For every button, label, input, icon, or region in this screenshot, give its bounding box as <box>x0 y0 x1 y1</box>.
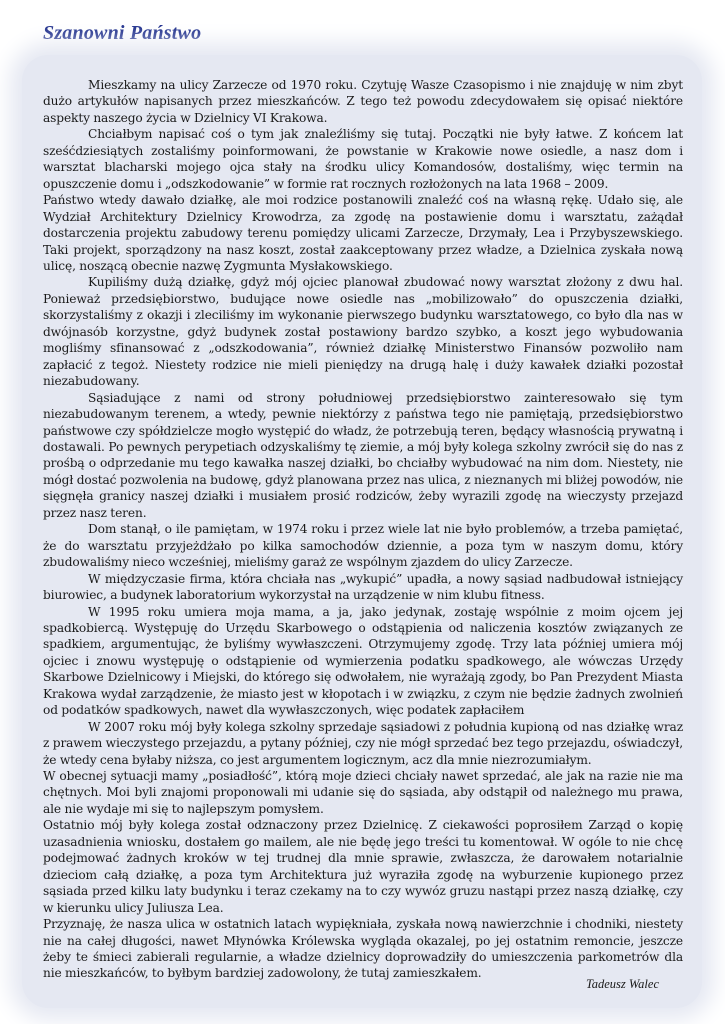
paragraph: W 2007 roku mój były kolega szkolny sprzedaje sąsiadowi z południa kupioną od nas działkę wraz z prawem wieczystego przejazdu, a pytany później, czy nie mógł sprzedać bez tego przejazdu, oświadczył, że wtedy cena byłaby niższa, co jest argumentem logicznym, acz dla mnie niezrozumiałym. <box>43 719 683 767</box>
paragraph: W międzyczasie firma, która chciała nas „wykupić” upadła, a nowy sąsiad nadbudował istniejący biurowiec, a budynek laboratorium wykorzystał na urządzenie w nim klubu fitness. <box>43 571 683 603</box>
paragraph: Państwo wtedy dawało działkę, ale moi rodzice postanowili znaleźć coś na własną rękę. Udało się, ale Wydział Architektury Dzielnicy Krowodrza, za zgodę na postawienie domu i warsztatu, zażądał dostarczenia projektu zabudowy terenu pomiędzy ulicami Zarzecze, Drzymały, Lea i Przybyszewskiego. Taki projekt, sporządzony na nasz koszt, został zaakceptowany przez władze, a Dzielnica zyskała nową ulicę, noszącą obecnie nazwę Zygmunta Mysłakowskiego. <box>43 193 683 273</box>
paragraph: W 1995 roku umiera moja mama, a ja, jako jedynak, zostaję wspólnie z moim ojcem jej spadkobiercą. Występuję do Urzędu Skarbowego o odstąpienia od naliczenia kosztów związanych ze spadkiem, argumentując, że byliśmy wywłaszczeni. Otrzymujemy zgodę. Trzy lata później umiera mój ojciec i znowu występuję o odstąpienie od wymierzenia podatku spadkowego, ale wówczas Urzędy Skarbowe Dzielnicowy i Miejski, do którego się odwołałem, nie wyrażają zgody, bo Pan Prezydent Miasta Krakowa wydał zarządzenie, że miasto jest w kłopotach i w związku, z czym nie będzie żadnych zwolnień od podatków spadkowych, nawet dla wywłaszczonych, więc podatek zapłaciłem <box>43 604 683 718</box>
paragraph: Ostatnio mój były kolega został odznaczony przez Dzielnicę. Z ciekawości poprosiłem Zarząd o kopię uzasadnienia wniosku, dostałem go mailem, ale nie będę jego treści tu komentował. W ogóle to nie chcę podejmować żadnych kroków w tej trudnej dla mnie sprawie, zwłaszcza, że darowałem notarialnie dzieciom całą działkę, a poza tym Architektura już wyraziła zgodę na wyburzenie kupionego przez sąsiada przed kilku laty budynku i teraz czekamy na to czy wywóz gruzu nastąpi przez naszą działkę, czy w kierunku ulicy Juliusza Lea. <box>43 818 683 915</box>
paragraph: Dom stanął, o ile pamiętam, w 1974 roku i przez wiele lat nie było problemów, a trzeba pamiętać, że do warsztatu przyjeżdżało po kilka samochodów dziennie, a poza tym w naszym domu, który zbudowaliśmy nieco wcześniej, mieliśmy garaż ze wspólnym zjazdem do ulicy Zarzecze. <box>43 522 683 570</box>
paragraph: Przyznaję, że nasza ulica w ostatnich latach wypiękniała, zyskała nową nawierzchnie i chodniki, niestety nie na całej długości, nawet Młynówka Królewska wygląda okazalej, po jej ostatnim remoncie, jeszcze żeby te śmieci zabierali regularnie, a władze dzielnicy doprowadziły do umieszczenia parkometrów dla nie mieszkańców, to byłbym bardziej zadowolony, że tutaj zamieszkałem. <box>43 917 683 981</box>
paragraph: Mieszkamy na ulicy Zarzecze od 1970 roku. Czytuję Wasze Czasopismo i nie znajduję w nim zbyt dużo artykułów napisanych przez mieszkańców. Z tego też powodu zdecydowałem się opisać niektóre aspekty naszego życia w Dzielnicy VI Krakowa. <box>43 78 683 125</box>
paragraph: W obecnej sytuacji mamy „posiadłość”, którą moje dzieci chciały nawet sprzedać, ale jak na razie nie ma chętnych. Moi byli znajomi proponowali mi udanie się do sąsiada, aby odstąpił od należnego mu prawa, ale nie wydaje mi się to najlepszym pomysłem. <box>43 769 683 816</box>
letter-body <box>43 77 683 982</box>
page-title: Szanowni Państwo <box>43 22 202 44</box>
paragraph: Chciałbym napisać coś o tym jak znaleźliśmy się tutaj. Początki nie były łatwe. Z końcem lat sześćdziesiątych zostaliśmy poinformowani, że powstanie w Krakowie nowe osiedle, a nasz dom i warsztat blacharski mojego ojca stały na środku ulicy Komandosów, dostaliśmy, więc termin na opuszczenie domu i „odszkodowanie” w formie rat rocznych rozłożonych na lata 1968 – 2009. <box>43 127 683 191</box>
paragraph: Sąsiadujące z nami od strony południowej przedsiębiorstwo zainteresowało się tym niezabudowanym terenem, a wtedy, pewnie niektórzy z państwa tego nie pamiętają, przedsiębiorstwo państwowe czy spółdzielcze mogło występić do władz, że potrzebują teren, będący własnością prywatną i dostawali. Po pewnych perypetiach odzyskaliśmy tę ziemie, a mój były kolega szkolny zwrócił się do nas z prośbą o odprzedanie mu tego kawałka naszej działki, bo chciałby wybudować na nim dom. Niestety, nie mógł dostać pozwolenia na budowę, gdyż planowana przez nas ulica, z nieznanych mi bliżej powodów, nie sięgnęła granicy naszej działki i musiałem prosić rodziców, żeby wyrazili zgodę na wieczysty przejazd przez nasz teren. <box>43 390 683 520</box>
paragraph: Kupiliśmy dużą działkę, gdyż mój ojciec planował zbudować nowy warsztat złożony z dwu hal. Ponieważ przedsiębiorstwo, budujące nowe osiedle nas „mobilizowało” do opuszczenia działki, skorzystaliśmy z okazji i zleciliśmy im wykonanie pierwszego budynku warsztatowego, co było dla nas w dwójnasób korzystne, gdyż budynek został postawiony bardzo szybko, a koszt jego wybudowania mogliśmy sfinansować z „odszkodowania”, również działkę Ministerstwo Finansów pozwoliło nam zapłacić z tegoż. Niestety rodzice nie mieli pieniędzy na drugą halę i duży kawałek działki pozostał niezabudowany. <box>43 275 683 389</box>
signature: Tadeusz Walec <box>585 977 659 991</box>
